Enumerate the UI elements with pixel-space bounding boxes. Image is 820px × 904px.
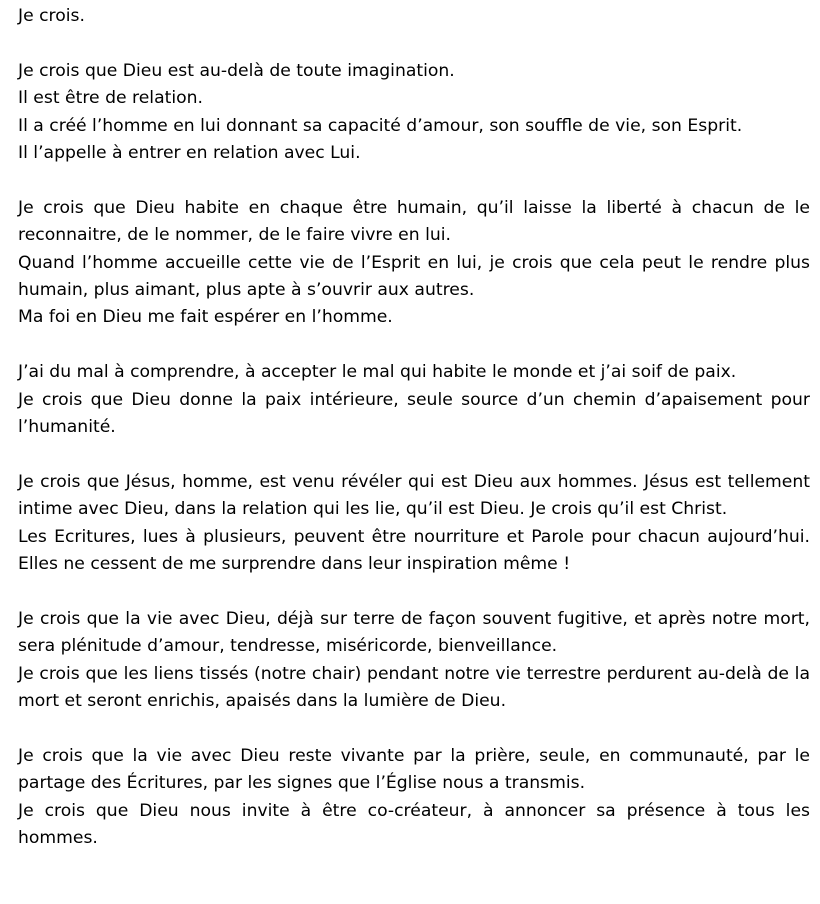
paragraph-2-line-1: Je crois que Dieu habite en chaque être humain, qu’il laisse la liberté à chacun de le reconnaitre, de le nommer, de le faire vivre en lui. — [18, 197, 810, 246]
paragraph-4-line-1: Je crois que Jésus, homme, est venu révéler qui est Dieu aux hommes. Jésus est tellement intime avec Dieu, dans la relation qui les lie, qu’il est Dieu. Je crois qu’il est Christ. — [18, 471, 810, 520]
paragraph-gap — [18, 332, 810, 359]
paragraph-gap — [18, 578, 810, 605]
document-body — [18, 3, 810, 853]
paragraph-2-line-2: Quand l’homme accueille cette vie de l’Esprit en lui, je crois que cela peut le rendre plus humain, plus aimant, plus apte à s’ouvrir aux autres. — [18, 252, 810, 301]
paragraph-6-line-1: Je crois que la vie avec Dieu reste vivante par la prière, seule, en communauté, par le partage des Écritures, par les signes que l’Église nous a transmis. — [18, 745, 810, 794]
intro-line: Je crois. — [18, 6, 85, 26]
paragraph-1-line-2: Il est être de relation. — [18, 88, 203, 109]
paragraph-6-line-2: Je crois que Dieu nous invite à être co-créateur, à annoncer sa présence à tous les hommes. — [18, 800, 810, 849]
paragraph-4-line-2: Les Ecritures, lues à plusieurs, peuvent être nourriture et Parole pour chacun aujourd’hui. Elles ne cessent de me surprendre dans leur inspiration même ! — [18, 526, 810, 575]
paragraph-5-line-1: Je crois que la vie avec Dieu, déjà sur terre de façon souvent fugitive, et après notre mort, sera plénitude d’amour, tendresse, miséricorde, bienveillance. — [18, 608, 810, 657]
paragraph-3-line-1: J’ai du mal à comprendre, à accepter le mal qui habite le monde et j’ai soif de paix. — [18, 362, 737, 383]
paragraph-3-line-2: Je crois que Dieu donne la paix intérieure, seule source d’un chemin d’apaisement pour l’humanité. — [18, 389, 810, 438]
paragraph-1-line-3: Il a créé l’homme en lui donnant sa capacité d’amour, son souffle de vie, son Esprit. — [18, 115, 743, 136]
paragraph-gap — [18, 441, 810, 468]
paragraph-5-line-2: Je crois que les liens tissés (notre chair) pendant notre vie terrestre perdurent au-delà de la mort et seront enrichis, apaisés dans la lumière de Dieu. — [18, 663, 810, 712]
paragraph-gap — [18, 30, 810, 57]
paragraph-1-line-4: Il l’appelle à entrer en relation avec Lui. — [18, 143, 361, 164]
paragraph-1-line-1: Je crois que Dieu est au-delà de toute imagination. — [18, 60, 455, 81]
paragraph-gap — [18, 715, 810, 742]
paragraph-gap — [18, 167, 810, 194]
paragraph-2-line-3: Ma foi en Dieu me fait espérer en l’homme. — [18, 307, 393, 328]
